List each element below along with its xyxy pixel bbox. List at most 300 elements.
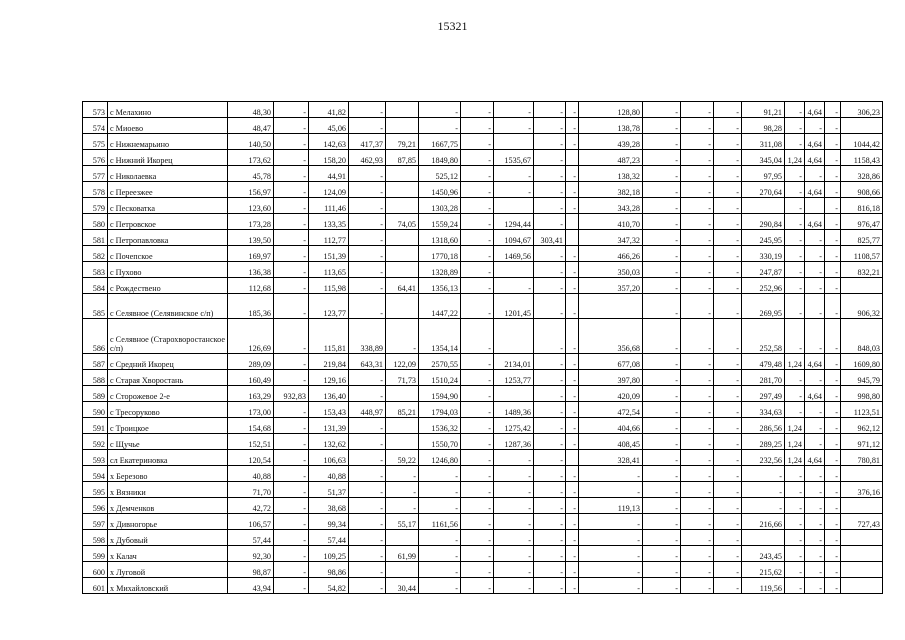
value-cell: - [461, 134, 494, 150]
row-number-cell: 585 [83, 294, 108, 319]
value-cell: 98,86 [309, 562, 349, 578]
value-cell: - [274, 418, 309, 434]
value-cell: 71,73 [386, 370, 419, 386]
value-cell: 397,80 [579, 370, 643, 386]
value-cell: 525,12 [419, 166, 461, 182]
value-cell: - [349, 386, 386, 402]
value-cell: 356,68 [579, 319, 643, 354]
value-cell: - [461, 294, 494, 319]
value-cell: - [714, 246, 742, 262]
value-cell: - [274, 546, 309, 562]
value-cell: 169,97 [228, 246, 274, 262]
value-cell: - [534, 319, 566, 354]
value-cell: - [461, 182, 494, 198]
value-cell [841, 546, 883, 562]
value-cell: - [785, 498, 805, 514]
settlement-name-cell: х Дивногорье [108, 514, 228, 530]
value-cell: 185,36 [228, 294, 274, 319]
settlement-name-cell: с Рождествено [108, 278, 228, 294]
value-cell: - [714, 370, 742, 386]
value-cell: 479,48 [742, 354, 785, 370]
value-cell: - [805, 562, 825, 578]
value-cell: - [681, 294, 714, 319]
value-cell: 243,45 [742, 546, 785, 562]
value-cell: - [742, 498, 785, 514]
value-cell: - [534, 562, 566, 578]
value-cell: - [681, 230, 714, 246]
value-cell: - [681, 354, 714, 370]
value-cell: 64,41 [386, 278, 419, 294]
value-cell: - [785, 118, 805, 134]
value-cell: - [566, 530, 579, 546]
settlement-name-cell: х Луговой [108, 562, 228, 578]
value-cell: 286,56 [742, 418, 785, 434]
value-cell: - [419, 562, 461, 578]
value-cell: 106,57 [228, 514, 274, 530]
value-cell: - [785, 386, 805, 402]
value-cell: - [805, 118, 825, 134]
value-cell: - [274, 562, 309, 578]
value-cell: 154,68 [228, 418, 274, 434]
value-cell: - [349, 118, 386, 134]
row-number-cell: 596 [83, 498, 108, 514]
value-cell: - [566, 578, 579, 594]
value-cell: - [681, 182, 714, 198]
value-cell: - [534, 482, 566, 498]
value-cell: 487,23 [579, 150, 643, 166]
value-cell: 4,64 [805, 150, 825, 166]
settlement-name-cell: с Петровское [108, 214, 228, 230]
value-cell: - [274, 198, 309, 214]
value-cell: - [681, 246, 714, 262]
value-cell: - [461, 386, 494, 402]
value-cell: - [534, 246, 566, 262]
value-cell: - [566, 434, 579, 450]
value-cell: 780,81 [841, 450, 883, 466]
value-cell: - [494, 562, 534, 578]
value-cell: 1667,75 [419, 134, 461, 150]
value-cell: - [274, 166, 309, 182]
value-cell: 91,21 [742, 102, 785, 118]
value-cell: - [579, 546, 643, 562]
value-cell: - [274, 370, 309, 386]
row-number-cell: 598 [83, 530, 108, 546]
value-cell: 404,66 [579, 418, 643, 434]
table-row [83, 466, 883, 482]
value-cell: 1246,80 [419, 450, 461, 466]
value-cell: - [461, 102, 494, 118]
value-cell: - [681, 434, 714, 450]
value-cell: 4,64 [805, 102, 825, 118]
value-cell: - [714, 386, 742, 402]
value-cell: - [805, 530, 825, 546]
value-cell: - [714, 319, 742, 354]
value-cell: 1594,90 [419, 386, 461, 402]
value-cell: - [643, 434, 681, 450]
value-cell: 97,95 [742, 166, 785, 182]
value-cell: 158,20 [309, 150, 349, 166]
value-cell: - [349, 418, 386, 434]
value-cell: 156,97 [228, 182, 274, 198]
value-cell: - [419, 546, 461, 562]
value-cell: 472,54 [579, 402, 643, 418]
value-cell: 1770,18 [419, 246, 461, 262]
table-row [83, 134, 883, 150]
value-cell: 98,87 [228, 562, 274, 578]
row-number-cell: 593 [83, 450, 108, 466]
value-cell: - [805, 514, 825, 530]
value-cell: 832,21 [841, 262, 883, 278]
settlement-name-cell: с Щучье [108, 434, 228, 450]
value-cell: - [714, 198, 742, 214]
row-number-cell: 601 [83, 578, 108, 594]
value-cell [386, 118, 419, 134]
value-cell: - [461, 166, 494, 182]
value-cell: 132,62 [309, 434, 349, 450]
value-cell: - [274, 530, 309, 546]
value-cell: - [643, 530, 681, 546]
settlement-name-cell: с Пухово [108, 262, 228, 278]
value-cell: - [643, 198, 681, 214]
value-cell: 112,77 [309, 230, 349, 246]
row-number-cell: 591 [83, 418, 108, 434]
value-cell: - [714, 214, 742, 230]
value-cell: 1,24 [785, 418, 805, 434]
value-cell: 38,68 [309, 498, 349, 514]
row-number-cell: 590 [83, 402, 108, 418]
value-cell: - [714, 402, 742, 418]
value-cell: - [274, 182, 309, 198]
value-cell: - [579, 514, 643, 530]
table-row [83, 278, 883, 294]
value-cell: 173,00 [228, 402, 274, 418]
value-cell: - [349, 370, 386, 386]
value-cell: - [494, 118, 534, 134]
row-number-cell: 575 [83, 134, 108, 150]
value-cell: - [579, 530, 643, 546]
value-cell: - [681, 562, 714, 578]
value-cell: - [579, 578, 643, 594]
value-cell: 1318,60 [419, 230, 461, 246]
value-cell [841, 466, 883, 482]
value-cell: - [785, 134, 805, 150]
value-cell: - [349, 498, 386, 514]
value-cell: - [349, 198, 386, 214]
value-cell: - [643, 370, 681, 386]
value-cell: - [825, 118, 841, 134]
settlement-name-cell: с Николаевка [108, 166, 228, 182]
value-cell: 462,93 [349, 150, 386, 166]
settlement-name-cell: с Петропавловка [108, 230, 228, 246]
value-cell: - [714, 230, 742, 246]
table-row [83, 450, 883, 466]
value-cell: - [349, 514, 386, 530]
value-cell: - [643, 214, 681, 230]
value-cell: - [805, 294, 825, 319]
value-cell: - [714, 182, 742, 198]
settlement-name-cell: х Демченков [108, 498, 228, 514]
value-cell [841, 562, 883, 578]
value-cell: 4,64 [805, 182, 825, 198]
value-cell: - [349, 482, 386, 498]
row-number-cell: 597 [83, 514, 108, 530]
value-cell: - [805, 230, 825, 246]
value-cell: 439,28 [579, 134, 643, 150]
value-cell: - [494, 514, 534, 530]
value-cell: - [681, 262, 714, 278]
value-cell: 109,25 [309, 546, 349, 562]
value-cell: 138,32 [579, 166, 643, 182]
value-cell: 1123,51 [841, 402, 883, 418]
value-cell: 945,79 [841, 370, 883, 386]
value-cell: 1275,42 [494, 418, 534, 434]
value-cell: - [825, 578, 841, 594]
value-cell: 140,50 [228, 134, 274, 150]
value-cell: - [494, 166, 534, 182]
table-row [83, 498, 883, 514]
value-cell: - [785, 370, 805, 386]
value-cell: - [566, 354, 579, 370]
value-cell: - [274, 450, 309, 466]
value-cell: - [825, 514, 841, 530]
value-cell: - [681, 198, 714, 214]
value-cell: - [349, 166, 386, 182]
value-cell: 4,64 [805, 386, 825, 402]
value-cell: - [566, 562, 579, 578]
value-cell: - [714, 466, 742, 482]
value-cell [386, 182, 419, 198]
value-cell: 1536,32 [419, 418, 461, 434]
row-number-cell: 583 [83, 262, 108, 278]
value-cell: - [274, 230, 309, 246]
value-cell: - [349, 578, 386, 594]
value-cell: 1,24 [785, 450, 805, 466]
value-cell: 816,18 [841, 198, 883, 214]
value-cell: - [494, 546, 534, 562]
value-cell: - [419, 498, 461, 514]
value-cell: - [419, 118, 461, 134]
value-cell: - [825, 134, 841, 150]
value-cell: 1094,67 [494, 230, 534, 246]
value-cell: 136,40 [309, 386, 349, 402]
value-cell: - [681, 546, 714, 562]
value-cell [494, 319, 534, 354]
value-cell: - [681, 482, 714, 498]
value-cell: 123,77 [309, 294, 349, 319]
value-cell: - [681, 498, 714, 514]
settlement-name-cell: с Песковатка [108, 198, 228, 214]
value-cell [386, 434, 419, 450]
value-cell [494, 262, 534, 278]
value-cell: 98,28 [742, 118, 785, 134]
value-cell: - [494, 182, 534, 198]
value-cell: - [714, 262, 742, 278]
value-cell: - [785, 198, 805, 214]
value-cell: - [274, 150, 309, 166]
value-cell: - [785, 214, 805, 230]
value-cell: - [643, 166, 681, 182]
value-cell [386, 166, 419, 182]
row-number-cell: 581 [83, 230, 108, 246]
value-cell: - [274, 278, 309, 294]
settlement-name-cell: с Сторожевое 2-е [108, 386, 228, 402]
value-cell: - [274, 434, 309, 450]
value-cell: - [419, 466, 461, 482]
value-cell: 410,70 [579, 214, 643, 230]
value-cell: - [566, 278, 579, 294]
value-cell: 303,41 [534, 230, 566, 246]
value-cell: 1,24 [785, 434, 805, 450]
settlement-name-cell: х Калач [108, 546, 228, 562]
value-cell: 106,63 [309, 450, 349, 466]
value-cell: - [349, 434, 386, 450]
value-cell: 932,83 [274, 386, 309, 402]
value-cell: - [742, 482, 785, 498]
value-cell: - [461, 150, 494, 166]
settlement-name-cell: с Селявное (Селявинское с/п) [108, 294, 228, 319]
value-cell: - [566, 182, 579, 198]
value-cell: 173,28 [228, 214, 274, 230]
value-cell: 252,96 [742, 278, 785, 294]
settlement-name-cell: с Мелахино [108, 102, 228, 118]
value-cell: 1,24 [785, 150, 805, 166]
value-cell: 962,12 [841, 418, 883, 434]
row-number-cell: 573 [83, 102, 108, 118]
value-cell: 57,44 [309, 530, 349, 546]
value-cell: - [785, 246, 805, 262]
row-number-cell: 576 [83, 150, 108, 166]
value-cell: - [643, 118, 681, 134]
value-cell [805, 198, 825, 214]
value-cell: 42,72 [228, 498, 274, 514]
value-cell: - [419, 530, 461, 546]
value-cell: 119,13 [579, 498, 643, 514]
value-cell: - [566, 482, 579, 498]
value-cell: - [805, 246, 825, 262]
value-cell: - [461, 466, 494, 482]
settlement-name-cell: х Михайловский [108, 578, 228, 594]
value-cell: 290,84 [742, 214, 785, 230]
value-cell: 4,64 [805, 354, 825, 370]
value-cell: 376,16 [841, 482, 883, 498]
value-cell: 448,97 [349, 402, 386, 418]
value-cell: - [349, 230, 386, 246]
value-cell: 1489,36 [494, 402, 534, 418]
value-cell [386, 294, 419, 319]
value-cell: - [825, 262, 841, 278]
value-cell: - [494, 102, 534, 118]
value-cell: - [825, 198, 841, 214]
value-cell: - [534, 370, 566, 386]
value-cell: 59,22 [386, 450, 419, 466]
value-cell: - [579, 482, 643, 498]
value-cell: - [825, 230, 841, 246]
settlement-name-cell: сл Екатериновка [108, 450, 228, 466]
value-cell: 4,64 [805, 450, 825, 466]
value-cell: - [566, 370, 579, 386]
value-cell: 1161,56 [419, 514, 461, 530]
row-number-cell: 595 [83, 482, 108, 498]
value-cell [841, 498, 883, 514]
value-cell [841, 530, 883, 546]
value-cell: - [566, 166, 579, 182]
value-cell: 328,41 [579, 450, 643, 466]
value-cell: 825,77 [841, 230, 883, 246]
value-cell: - [643, 262, 681, 278]
value-cell: - [566, 498, 579, 514]
value-cell: - [714, 530, 742, 546]
value-cell: - [825, 466, 841, 482]
value-cell: - [825, 354, 841, 370]
value-cell: 30,44 [386, 578, 419, 594]
value-cell: 40,88 [309, 466, 349, 482]
value-cell: - [349, 278, 386, 294]
value-cell: 289,25 [742, 434, 785, 450]
value-cell: - [825, 562, 841, 578]
value-cell: - [274, 402, 309, 418]
value-cell: 129,16 [309, 370, 349, 386]
value-cell: 245,95 [742, 230, 785, 246]
value-cell: - [714, 278, 742, 294]
value-cell: - [274, 482, 309, 498]
value-cell: - [461, 370, 494, 386]
value-cell: - [349, 466, 386, 482]
value-cell: - [643, 246, 681, 262]
value-cell: - [566, 262, 579, 278]
value-cell: - [643, 150, 681, 166]
value-cell: - [566, 198, 579, 214]
value-cell: - [461, 450, 494, 466]
value-cell: - [681, 466, 714, 482]
value-cell: 44,91 [309, 166, 349, 182]
value-cell: 45,06 [309, 118, 349, 134]
value-cell: - [643, 182, 681, 198]
value-cell [566, 150, 579, 166]
table-row [83, 198, 883, 214]
value-cell: 1253,77 [494, 370, 534, 386]
settlement-name-cell: х Дубовый [108, 530, 228, 546]
value-cell: - [825, 166, 841, 182]
row-number-cell: 592 [83, 434, 108, 450]
value-cell: - [494, 578, 534, 594]
value-cell: 297,49 [742, 386, 785, 402]
value-cell: - [534, 450, 566, 466]
value-cell [494, 386, 534, 402]
value-cell: 1559,24 [419, 214, 461, 230]
value-cell: 677,08 [579, 354, 643, 370]
value-cell: - [785, 102, 805, 118]
value-cell: 1294,44 [494, 214, 534, 230]
table-row [83, 214, 883, 230]
value-cell: - [785, 319, 805, 354]
value-cell: 1303,28 [419, 198, 461, 214]
value-cell: - [274, 262, 309, 278]
value-cell: - [714, 294, 742, 319]
value-cell: - [643, 278, 681, 294]
settlement-name-cell: с Нижний Икорец [108, 150, 228, 166]
row-number-cell: 589 [83, 386, 108, 402]
row-number-cell: 588 [83, 370, 108, 386]
value-cell: - [349, 102, 386, 118]
value-cell: 92,30 [228, 546, 274, 562]
value-cell: - [681, 214, 714, 230]
row-number-cell: 579 [83, 198, 108, 214]
value-cell: 347,32 [579, 230, 643, 246]
settlement-name-cell: с Миоево [108, 118, 228, 134]
value-cell: 1356,13 [419, 278, 461, 294]
value-cell: - [461, 118, 494, 134]
value-cell: - [534, 118, 566, 134]
